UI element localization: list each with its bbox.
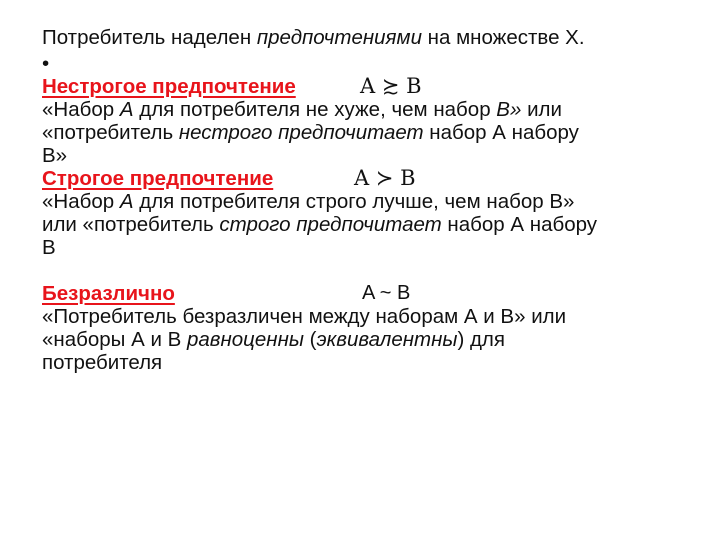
intro-italic: предпочтениями bbox=[256, 26, 422, 49]
intro-text-end: на множестве X. bbox=[421, 26, 585, 49]
weak-definition-line-2 bbox=[42, 121, 682, 144]
text-segment: или bbox=[521, 98, 562, 121]
text-segment: ( bbox=[303, 328, 317, 351]
bullet-point: • bbox=[42, 52, 50, 75]
spacer bbox=[42, 259, 682, 282]
text-segment: набор А набору bbox=[441, 213, 598, 236]
text-segment: для потребителя строго лучше, чем набор B» bbox=[133, 190, 575, 213]
text-italic: A bbox=[119, 98, 134, 121]
indifference-definition-line-1: «Потребитель безразличен между наборам А и В» или bbox=[42, 305, 567, 328]
indifference-heading: Безразлично bbox=[42, 282, 175, 305]
strict-preference-heading-row bbox=[42, 167, 682, 190]
weak-preference-heading: Нестрогое предпочтение bbox=[42, 75, 296, 98]
strict-definition-line-3: B bbox=[42, 236, 56, 259]
indifference-definition-line-2 bbox=[42, 328, 682, 351]
strict-definition-line-1 bbox=[42, 190, 682, 213]
text-italic: строго предпочитает bbox=[219, 213, 442, 236]
weak-preference-heading-row bbox=[42, 75, 682, 98]
strict-preference-heading: Строгое предпочтение bbox=[42, 167, 274, 190]
indifference-heading-row bbox=[42, 282, 682, 305]
text-italic: нестрого предпочитает bbox=[178, 121, 424, 144]
indifference-relation: A ~ B bbox=[362, 282, 411, 304]
strict-preference-relation: A ≻ B bbox=[354, 166, 416, 190]
text-italic: эквивалентны bbox=[316, 328, 458, 351]
slide-content bbox=[42, 26, 682, 374]
text-segment: для потребителя не хуже, чем набор bbox=[133, 98, 497, 121]
text-segment: «наборы А и В bbox=[42, 328, 187, 351]
text-segment: «Набор bbox=[42, 190, 120, 213]
text-italic: A bbox=[119, 190, 134, 213]
text-segment: «потребитель bbox=[42, 121, 179, 144]
text-segment: или «потребитель bbox=[42, 213, 220, 236]
intro-text: Потребитель наделен bbox=[42, 26, 257, 49]
indifference-definition-line-3: потребителя bbox=[42, 351, 163, 374]
text-italic: равноценны bbox=[186, 328, 304, 351]
text-italic: B» bbox=[496, 98, 522, 121]
intro-line bbox=[42, 26, 682, 49]
text-segment: «Набор bbox=[42, 98, 120, 121]
weak-definition-line-3: B» bbox=[42, 144, 68, 167]
weak-definition-line-1 bbox=[42, 98, 682, 121]
text-segment: набор А набору bbox=[423, 121, 579, 144]
strict-definition-line-2 bbox=[42, 213, 682, 236]
weak-preference-relation: A ≿ B bbox=[360, 74, 422, 98]
text-segment: ) для bbox=[457, 328, 505, 351]
